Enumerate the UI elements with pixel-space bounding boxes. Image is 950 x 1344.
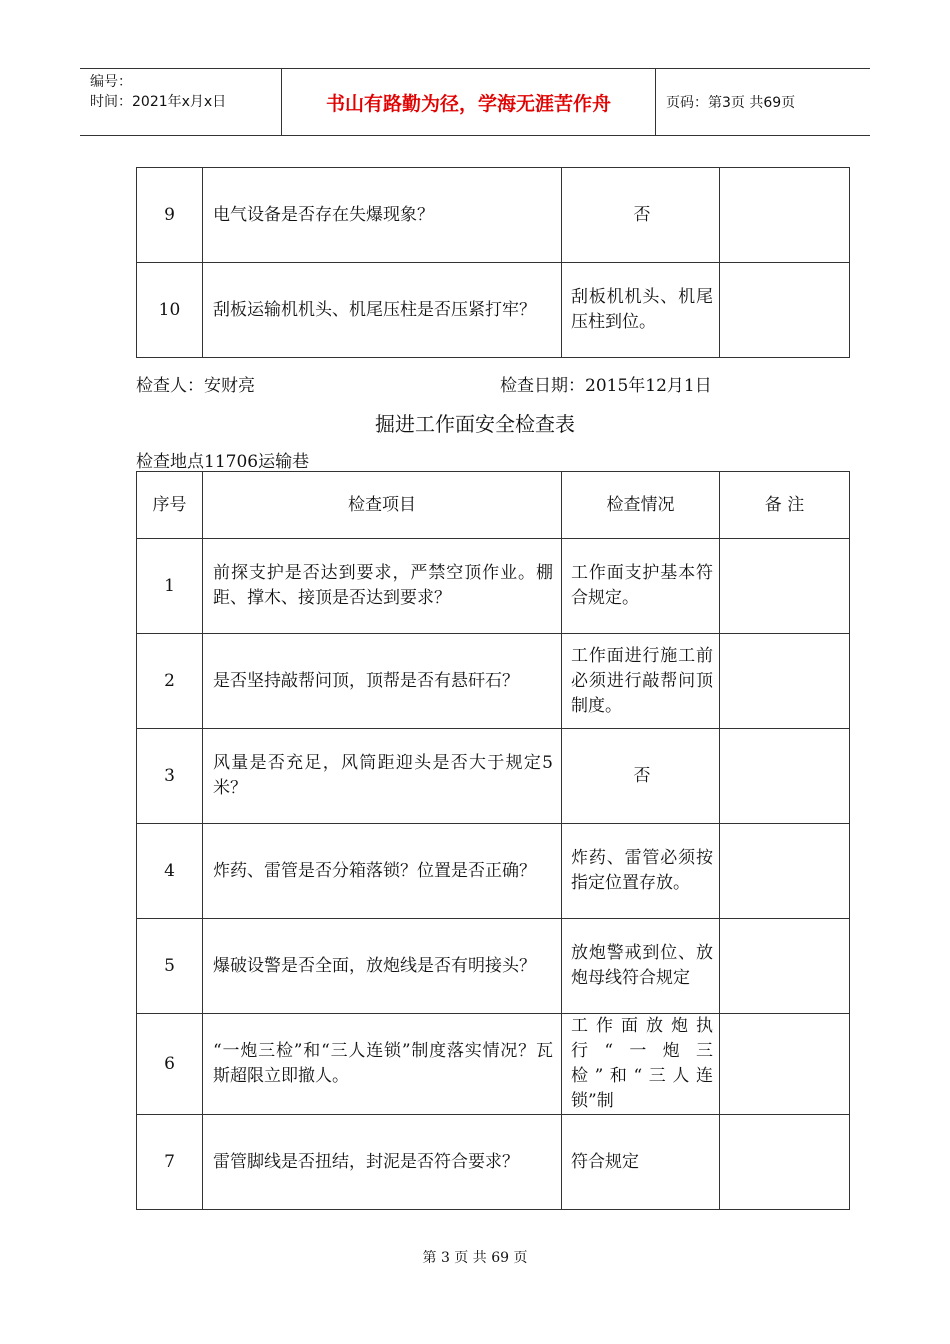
check-note (720, 729, 850, 824)
row-number: 9 (137, 168, 203, 263)
check-note (720, 168, 850, 263)
header-item: 检查项目 (203, 472, 562, 539)
row-number: 1 (137, 539, 203, 634)
table-row (137, 729, 850, 824)
check-item: 前探支护是否达到要求，严禁空顶作业。棚距、撑木、接顶是否达到要求？ (203, 539, 562, 634)
check-status: 否 (562, 168, 720, 263)
check-status: 工作面进行施工前必须进行敲帮问顶制度。 (562, 634, 720, 729)
table-row (137, 168, 850, 263)
header-meta (80, 69, 282, 135)
check-note (720, 1115, 850, 1210)
header-motto: 书山有路勤为径，学海无涯苦作舟 (282, 69, 656, 135)
check-item: 雷管脚线是否扭结，封泥是否符合要求？ (203, 1115, 562, 1210)
check-status: 放炮警戒到位、放炮母线符合规定 (562, 919, 720, 1014)
continued-check-table (136, 167, 850, 358)
table-row (137, 263, 850, 358)
check-item: 爆破设警是否全面，放炮线是否有明接头？ (203, 919, 562, 1014)
row-number: 6 (137, 1014, 203, 1115)
inspection-location: 检查地点11706运输巷 (136, 452, 310, 472)
time-label: 时间：2021年x月x日 (90, 94, 227, 110)
check-status: 炸药、雷管必须按指定位置存放。 (562, 824, 720, 919)
check-note (720, 1014, 850, 1115)
table-row (137, 634, 850, 729)
check-note (720, 919, 850, 1014)
header-note: 备 注 (720, 472, 850, 539)
check-item: 是否坚持敲帮问顶，顶帮是否有悬矸石？ (203, 634, 562, 729)
row-number: 2 (137, 634, 203, 729)
check-item: 风量是否充足，风筒距迎头是否大于规定5米？ (203, 729, 562, 824)
inspection-date: 检查日期：2015年12月1日 (500, 376, 712, 396)
row-number: 5 (137, 919, 203, 1014)
table-row (137, 1014, 850, 1115)
row-number: 3 (137, 729, 203, 824)
check-status: 刮板机机头、机尾压柱到位。 (562, 263, 720, 358)
row-number: 7 (137, 1115, 203, 1210)
page-footer: 第 3 页 共 69 页 (422, 1250, 528, 1266)
table-row (137, 539, 850, 634)
check-item: 刮板运输机机头、机尾压柱是否压紧打牢？ (203, 263, 562, 358)
check-status: 符合规定 (562, 1115, 720, 1210)
header-number: 序号 (137, 472, 203, 539)
check-item: 电气设备是否存在失爆现象？ (203, 168, 562, 263)
check-note (720, 824, 850, 919)
row-number: 4 (137, 824, 203, 919)
table-row (137, 1115, 850, 1210)
form-title: 掘进工作面安全检查表 (375, 412, 575, 436)
inspector-label: 检查人：安财亮 (136, 376, 255, 396)
header-status: 检查情况 (562, 472, 720, 539)
safety-check-table (136, 471, 850, 1210)
table-row (137, 919, 850, 1014)
table-row (137, 824, 850, 919)
check-status: 工作面放炮执行“一炮三检”和“三人连锁”制 (562, 1014, 720, 1115)
check-status: 否 (562, 729, 720, 824)
header-page-info: 页码：第3页 共69页 (666, 95, 796, 111)
check-item: 炸药、雷管是否分箱落锁？位置是否正确？ (203, 824, 562, 919)
check-note (720, 539, 850, 634)
check-note (720, 263, 850, 358)
number-label: 编号： (90, 74, 132, 90)
check-status: 工作面支护基本符合规定。 (562, 539, 720, 634)
table-header-row (137, 472, 850, 539)
check-item: “一炮三检”和“三人连锁”制度落实情况？瓦斯超限立即撤人。 (203, 1014, 562, 1115)
document-header (80, 68, 870, 136)
check-note (720, 634, 850, 729)
row-number: 10 (137, 263, 203, 358)
